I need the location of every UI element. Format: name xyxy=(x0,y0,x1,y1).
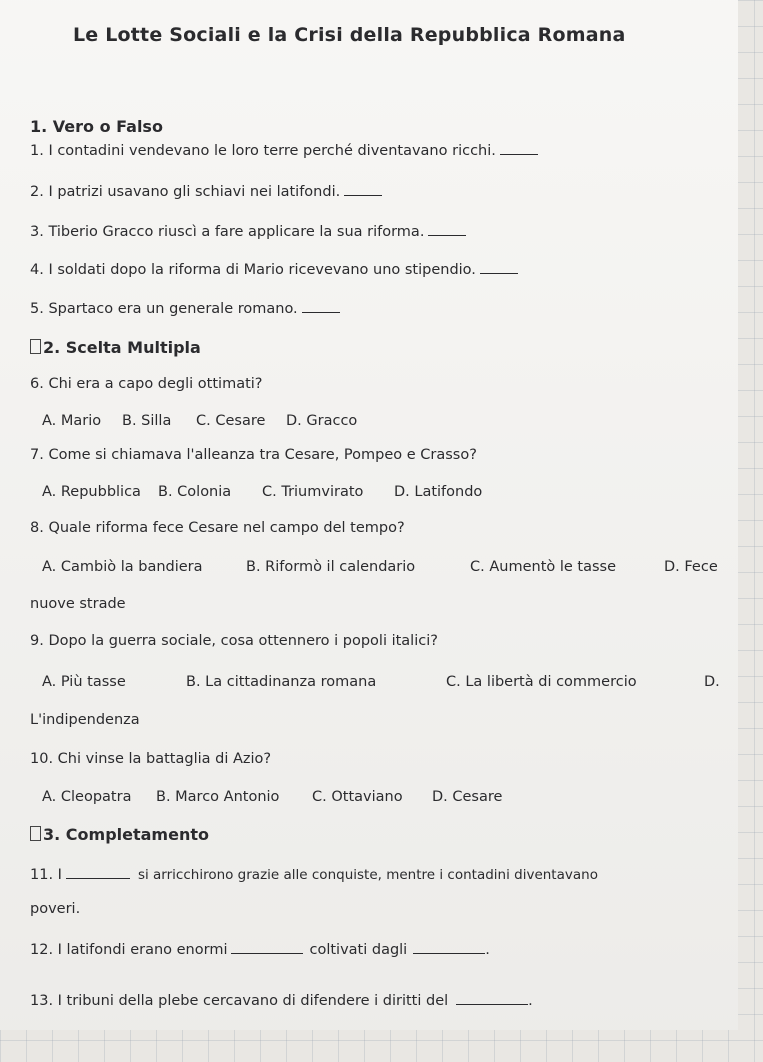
question-13 xyxy=(30,992,533,1009)
question-10-option-b[interactable]: B. Marco Antonio xyxy=(156,789,280,805)
question-8-option-a[interactable]: A. Cambiò la bandiera xyxy=(42,559,203,575)
question-8-option-d-continued: nuove strade xyxy=(30,596,126,612)
section-heading-text: 3. Completamento xyxy=(43,825,209,844)
answer-blank[interactable] xyxy=(456,992,528,1005)
answer-blank[interactable] xyxy=(344,183,382,196)
question-6-option-c[interactable]: C. Cesare xyxy=(196,413,266,429)
question-4 xyxy=(30,261,518,278)
question-10-option-d[interactable]: D. Cesare xyxy=(432,789,503,805)
answer-blank[interactable] xyxy=(500,142,538,155)
question-11-rest: si arricchirono grazie alle conquiste, mentre i contadini diventavano xyxy=(137,867,598,883)
question-12-start: 12. I latifondi erano enormi xyxy=(30,942,228,958)
question-2 xyxy=(30,183,382,200)
question-3 xyxy=(30,223,466,240)
question-5 xyxy=(30,300,340,317)
question-12-mid: coltivati dagli xyxy=(309,942,408,958)
question-8-option-b[interactable]: B. Riformò il calendario xyxy=(246,559,416,575)
question-12 xyxy=(30,941,490,958)
question-11-start: 11. I xyxy=(30,867,62,883)
missing-glyph-icon xyxy=(30,339,41,354)
answer-blank[interactable] xyxy=(428,223,466,236)
section-heading-fill-in xyxy=(30,825,209,844)
section-heading-text: 2. Scelta Multipla xyxy=(43,338,201,357)
worksheet-title: Le Lotte Sociali e la Crisi della Repubblica Romana xyxy=(73,24,626,46)
question-7-option-c[interactable]: C. Triumvirato xyxy=(262,484,364,500)
missing-glyph-icon xyxy=(30,826,41,841)
question-10-option-a[interactable]: A. Cleopatra xyxy=(42,789,132,805)
question-9-option-d[interactable]: D. xyxy=(704,674,720,690)
question-7-text: 7. Come si chiamava l'alleanza tra Cesare, Pompeo e Crasso? xyxy=(30,447,477,463)
question-4-text: 4. I soldati dopo la riforma di Mario ricevevano uno stipendio. xyxy=(30,262,476,278)
question-9-option-c[interactable]: C. La libertà di commercio xyxy=(446,674,637,690)
answer-blank[interactable] xyxy=(231,941,303,954)
section-heading-true-false: 1. Vero o Falso xyxy=(30,117,163,136)
question-9-option-b[interactable]: B. La cittadinanza romana xyxy=(186,674,377,690)
answer-blank[interactable] xyxy=(413,941,485,954)
answer-blank[interactable] xyxy=(480,261,518,274)
question-9-text: 9. Dopo la guerra sociale, cosa ottennero i popoli italici? xyxy=(30,633,438,649)
question-8-text: 8. Quale riforma fece Cesare nel campo del tempo? xyxy=(30,520,405,536)
question-1-text: 1. I contadini vendevano le loro terre perché diventavano ricchi. xyxy=(30,143,496,159)
question-11 xyxy=(30,866,598,883)
question-7-option-d[interactable]: D. Latifondo xyxy=(394,484,483,500)
question-6-text: 6. Chi era a capo degli ottimati? xyxy=(30,376,263,392)
question-3-text: 3. Tiberio Gracco riuscì a fare applicare la sua riforma. xyxy=(30,224,425,240)
question-8-option-d[interactable]: D. Fece xyxy=(664,559,718,575)
section-heading-multiple-choice xyxy=(30,338,201,357)
question-13-start: 13. I tribuni della plebe cercavano di difendere i diritti del xyxy=(30,993,449,1009)
question-7-option-a[interactable]: A. Repubblica xyxy=(42,484,141,500)
question-2-text: 2. I patrizi usavano gli schiavi nei latifondi. xyxy=(30,184,341,200)
answer-blank[interactable] xyxy=(66,866,130,879)
answer-blank[interactable] xyxy=(302,300,340,313)
question-9-option-d-continued: L'indipendenza xyxy=(30,712,140,728)
question-6-option-d[interactable]: D. Gracco xyxy=(286,413,358,429)
question-8-option-c[interactable]: C. Aumentò le tasse xyxy=(470,559,617,575)
question-10-option-c[interactable]: C. Ottaviano xyxy=(312,789,403,805)
question-10-text: 10. Chi vinse la battaglia di Azio? xyxy=(30,751,272,767)
question-13-end: . xyxy=(528,993,533,1009)
question-7-option-b[interactable]: B. Colonia xyxy=(158,484,232,500)
question-11-continued: poveri. xyxy=(30,901,81,917)
question-1 xyxy=(30,142,538,159)
question-5-text: 5. Spartaco era un generale romano. xyxy=(30,301,298,317)
question-6-option-a[interactable]: A. Mario xyxy=(42,413,102,429)
question-6-option-b[interactable]: B. Silla xyxy=(122,413,172,429)
question-12-end: . xyxy=(485,942,490,958)
question-9-option-a[interactable]: A. Più tasse xyxy=(42,674,126,690)
